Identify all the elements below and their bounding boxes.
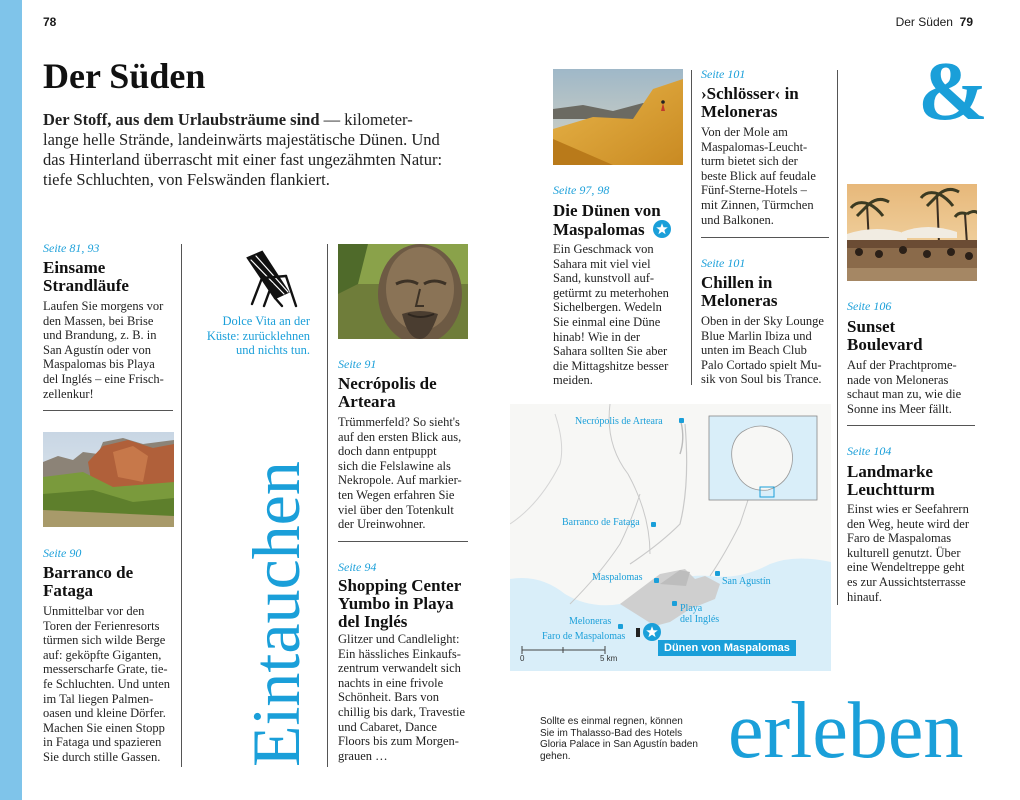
boulevard-photo — [847, 184, 977, 281]
title-line: Die Dünen von — [553, 201, 661, 220]
map-label-necropolis: Necrópolis de Arteara — [575, 416, 663, 427]
running-header — [896, 15, 973, 29]
body-line: Glitzer und Candlelight: — [338, 632, 460, 646]
page-title: Der Süden — [43, 56, 206, 96]
body-line: chillig bis dark, Travestie — [338, 704, 466, 719]
body-line: Sie durch stille Gassen. — [43, 749, 161, 764]
body-line: die Mittagshitze besser — [553, 358, 669, 373]
body-line: Von der Mole am — [701, 125, 788, 139]
intro-line: das Hinterland überrascht mit einer fast ungezähmten Natur: — [43, 150, 443, 169]
article-body — [553, 242, 688, 388]
article-title — [553, 202, 671, 239]
title-line: Meloneras — [701, 102, 778, 121]
title-line: Fataga — [43, 581, 94, 600]
body-line: nachts in eine frivole — [338, 675, 444, 690]
article-body — [338, 415, 473, 532]
article-title — [338, 375, 437, 411]
title-line: Landmarke — [847, 462, 933, 481]
body-line: in Fataga und spazieren — [43, 735, 162, 750]
body-line: zellenkur! — [43, 386, 94, 401]
title-line: Strandläufe — [43, 276, 129, 295]
fataga-photo — [43, 432, 174, 527]
title-line: Einsame — [43, 258, 106, 277]
map-marker — [672, 601, 677, 606]
page-reference: Seite 101 — [701, 67, 746, 81]
lighthouse-icon — [636, 628, 640, 637]
map-marker — [651, 522, 656, 527]
map-callout-duenen: Dünen von Maspalomas — [658, 640, 796, 656]
body-line: auf: geköpfte Giganten, — [43, 647, 162, 662]
title-line: del Inglés — [338, 612, 408, 631]
page-reference: Seite 97, 98 — [553, 183, 610, 197]
body-line: Auf der Prachtprome- — [847, 358, 957, 372]
page-reference: Seite 101 — [701, 256, 746, 270]
section-name: Der Süden — [895, 15, 953, 29]
body-line: unten im Beach Club — [701, 343, 807, 358]
title-line: Sunset — [847, 317, 896, 336]
article-body — [701, 314, 833, 387]
title-line: Leuchtturm — [847, 480, 935, 499]
body-line: Sahara sollten Sie aber — [553, 344, 668, 359]
map-label-playa — [680, 603, 719, 625]
body-line: Unmittelbar vor den — [43, 604, 145, 618]
intro-lead — [43, 110, 513, 190]
article-title — [847, 463, 935, 499]
map-scale-zero: 0 — [520, 654, 525, 663]
intro-line: lange helle Strände, landeinwärts majestätische Dünen. Und — [43, 130, 440, 149]
body-line: türmen sich wilde Berge — [43, 633, 166, 648]
body-line: mit Zinnen, Türmchen — [701, 197, 814, 212]
article-body — [847, 358, 982, 416]
body-line: Faro de Maspalomas — [847, 531, 952, 546]
body-line: Floors bis zum Morgen- — [338, 734, 459, 749]
body-line: doch dann entpuppt — [338, 444, 437, 459]
note-line: Sie im Thalasso-Bad des Hotels — [540, 727, 683, 739]
page-reference: Seite 94 — [338, 560, 377, 574]
body-line: meiden. — [553, 373, 593, 388]
map-label-fataga: Barranco de Fataga — [562, 517, 640, 528]
deck-chair-icon — [242, 248, 302, 310]
page-reference: Seite 106 — [847, 299, 892, 313]
caption-line: und nichts tun. — [236, 343, 310, 357]
column-divider — [181, 244, 182, 767]
article-separator — [847, 425, 975, 426]
body-line: Sand, kunstvoll auf- — [553, 271, 655, 286]
body-line: hinauf. — [847, 589, 883, 604]
map-scale-five: 5 km — [600, 654, 618, 663]
body-line: Oben in der Sky Lounge — [701, 314, 824, 328]
map-label-san-agustin: San Agustín — [722, 576, 771, 587]
map-label-faro: Faro de Maspalomas — [542, 631, 626, 642]
article-separator — [338, 541, 468, 542]
body-line: der Ureinwohner. — [338, 517, 426, 532]
title-line: Chillen in — [701, 273, 773, 292]
body-line: Ein Geschmack von — [553, 242, 654, 256]
page-edge-bar — [0, 0, 22, 800]
body-line: und Balkonen. — [701, 212, 774, 227]
body-line: grauen … — [338, 748, 388, 763]
body-line: Maspalomas-Leucht- — [701, 139, 808, 154]
body-line: viel über den Totenkult — [338, 502, 454, 517]
body-line: Sie einmal eine Düne — [553, 314, 661, 329]
page-reference: Seite 81, 93 — [43, 241, 100, 255]
article-body — [338, 632, 473, 763]
body-line: schaut man zu, wie die — [847, 387, 962, 402]
map-label-meloneras: Meloneras — [569, 616, 612, 627]
body-line: Ein hässliches Einkaufs- — [338, 646, 461, 661]
ampersand-heading: & — [918, 45, 988, 138]
note-line: gehen. — [540, 750, 571, 762]
body-line: Toren der Ferienresorts — [43, 618, 160, 633]
body-line: San Agustín oder von — [43, 342, 151, 357]
body-line: Schönheit. Bars von — [338, 690, 440, 705]
body-line: den Weg, heute wird der — [847, 516, 969, 531]
column-divider — [691, 70, 692, 385]
article-title — [701, 85, 799, 121]
heading-erleben: erleben — [728, 687, 964, 775]
column-divider — [837, 70, 838, 605]
map-marker — [618, 624, 623, 629]
body-line: Sahara mit viel viel — [553, 256, 651, 271]
body-line: den Massen, bei Brise — [43, 313, 154, 328]
page-number-right: 79 — [959, 15, 973, 29]
title-line: Barranco de — [43, 563, 134, 582]
necropolis-photo — [338, 244, 468, 339]
article-title — [338, 577, 461, 631]
caption-line: Küste: zurücklehnen — [206, 328, 310, 343]
body-line: es zur Aussichtsterrasse — [847, 574, 966, 589]
body-line: Laufen Sie morgens vor — [43, 299, 164, 313]
body-line: fe Schluchten. Und unten — [43, 676, 171, 691]
body-line: im Tal liegen Palmen- — [43, 691, 154, 706]
note-line: Sollte es einmal regnen, können — [540, 716, 683, 727]
body-line: Palo Cortado spielt Mu- — [701, 357, 822, 372]
body-line: messerscharfe Grate, tie- — [43, 662, 168, 677]
body-line: getürmt zu meterhohen — [553, 285, 669, 300]
rain-note — [540, 716, 720, 762]
note-line: Gloria Palace in San Agustín baden — [540, 739, 698, 751]
body-line: hinab! Wie in der — [553, 329, 641, 344]
title-line: Maspalomas — [553, 220, 645, 239]
body-line: Nekropole. Auf markier- — [338, 473, 462, 488]
title-line: ›Schlösser‹ in — [701, 84, 799, 103]
map-label-line: del Inglés — [680, 614, 720, 625]
article-body — [701, 125, 833, 227]
body-line: del Inglés – eine Frisch- — [43, 371, 164, 386]
title-line: Boulevard — [847, 335, 923, 354]
intro-line: tiefe Schluchten, von Felswänden flankiert. — [43, 170, 330, 189]
region-map — [510, 404, 831, 671]
title-line: Arteara — [338, 392, 396, 411]
body-line: Sichelbergen. Wedeln — [553, 300, 662, 315]
map-marker — [715, 571, 720, 576]
body-line: Blue Marlin Ibiza und — [701, 328, 812, 343]
article-title — [43, 564, 133, 600]
article-separator — [43, 410, 173, 411]
page-reference: Seite 90 — [43, 546, 82, 560]
intro-line: — kilometer- — [319, 110, 413, 129]
body-line: und Cabaret, Dance — [338, 719, 437, 734]
body-line: und Brandung, z. B. in — [43, 328, 157, 343]
column-divider — [327, 244, 328, 767]
caption-line: Dolce Vita an der — [222, 314, 310, 328]
body-line: sich die Felslawine als — [338, 458, 451, 473]
body-line: beste Blick auf feudale — [701, 168, 816, 183]
title-line: Necrópolis de — [338, 374, 437, 393]
title-line: Yumbo in Playa — [338, 594, 454, 613]
body-line: turm bietet sich der — [701, 154, 798, 169]
intro-lead-bold: Der Stoff, aus dem Urlaubsträume sind — [43, 110, 320, 129]
article-title — [701, 274, 777, 310]
map-marker — [654, 578, 659, 583]
body-line: ten Wegen erfahren Sie — [338, 487, 455, 502]
body-line: Maspalomas bis Playa — [43, 357, 155, 372]
body-line: oasen und kleine Dörfer. — [43, 706, 166, 721]
title-line: Meloneras — [701, 291, 778, 310]
body-line: nade von Meloneras — [847, 372, 949, 387]
article-title — [43, 259, 129, 295]
body-line: kulturell genutzt. Über — [847, 545, 961, 560]
body-line: auf den ersten Blick aus, — [338, 429, 462, 444]
dunes-photo — [553, 69, 683, 165]
dolce-vita-caption — [192, 314, 310, 358]
page-number-left: 78 — [43, 15, 57, 29]
star-icon — [643, 623, 661, 641]
vertical-heading-eintauchen: Eintauchen — [238, 461, 314, 767]
article-separator — [701, 237, 829, 238]
map-marker — [679, 418, 684, 423]
page-reference: Seite 91 — [338, 357, 377, 371]
body-line: sik von Soul bis Trance. — [701, 372, 822, 387]
body-line: Fünf-Sterne-Hotels – — [701, 183, 807, 198]
body-line: zentrum verwandelt sich — [338, 661, 461, 676]
article-title — [847, 318, 923, 354]
body-line: Machen Sie einen Stopp — [43, 720, 165, 735]
body-line: Einst wies er Seefahrern — [847, 502, 969, 516]
star-icon — [653, 220, 671, 238]
map-label-line: Playa — [680, 603, 703, 614]
map-label-maspalomas: Maspalomas — [592, 572, 643, 583]
body-line: eine Wendeltreppe geht — [847, 560, 965, 575]
body-line: Trümmerfeld? So sieht's — [338, 415, 460, 429]
article-body — [847, 502, 982, 604]
body-line: Sonne ins Meer fällt. — [847, 401, 952, 416]
title-line: Shopping Center — [338, 576, 462, 595]
article-body — [43, 604, 178, 765]
page-reference: Seite 104 — [847, 444, 892, 458]
article-body — [43, 299, 175, 401]
